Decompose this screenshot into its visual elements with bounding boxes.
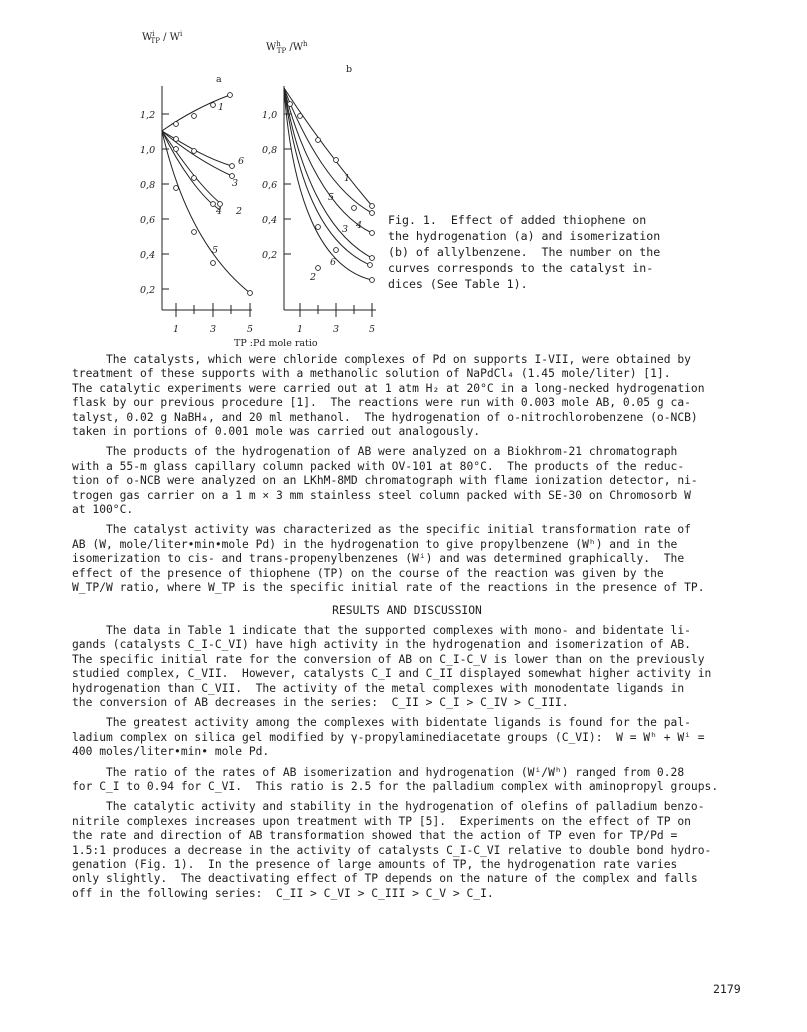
svg-text:0,8: 0,8 <box>140 180 156 191</box>
svg-text:0,6: 0,6 <box>262 180 278 191</box>
svg-text:0,4: 0,4 <box>140 250 156 261</box>
panel-a-curve-2 <box>162 131 220 210</box>
svg-text:3: 3 <box>333 324 340 335</box>
section-heading: RESULTS AND DISCUSSION <box>332 603 482 617</box>
paragraph-catalysts: The catalysts, which were chloride complexes of Pd on supports I-VII, were obtained by treatment of these supports with a methanolic solution of NaPdCl₄ (1.45 mole/liter) [1]. The catalytic experiments were carried out at 1 atm H₂ at 20°C in a long-necked hydrogenation flask by our previous procedure [1]. The reactions were run with 0.003 mole AB, 0.05 g ca- talyst, 0.02 g NaBH₄, and 20 ml methanol. The hydrogenation of o-nitrochlorobenzene (o-NCB) taken in portions of 0.001 mole was carried out analogously. <box>72 353 705 439</box>
svg-text:0,2: 0,2 <box>140 285 156 296</box>
svg-text:6: 6 <box>238 156 245 167</box>
svg-text:WiTP / Wi: $W^i$ TP / $W^i$ <box>142 30 183 45</box>
svg-text:1: 1 <box>173 324 180 335</box>
figure-plot <box>120 18 410 349</box>
panel-b-curve-2 <box>284 88 372 280</box>
paragraph-ratio: The ratio of the rates of AB isomerization and hydrogenation (Wⁱ/Wʰ) ranged from 0.28 for C_I to 0.94 for C_VI. This ratio is 2.5 for the palladium complex with aminopropyl groups. <box>72 765 719 793</box>
paragraph-table-data: The data in Table 1 indicate that the supported complexes with mono- and bidentate li- gands (catalysts C_I-C_VI) have high activity in the hydrogenation and isomerization of AB. The specific initial rate for the conversion of AB on C_I-C_V is lower than on the previously studied complex, C_VII. However, catalysts C_I and C_II displayed somewhat higher activity in hydrogenation than C_VII. The activity of the metal complexes with monodentate ligands in the conversion of AB decreases in the series: C_II > C_I > C_IV > C_III. <box>72 623 712 709</box>
panel-b-curve-4 <box>284 88 372 258</box>
page-number: 2179 <box>713 982 741 996</box>
panel-a-curve-1 <box>162 95 230 131</box>
svg-text:0,2: 0,2 <box>262 250 278 261</box>
svg-text:0,8: 0,8 <box>262 145 278 156</box>
caption-line: the hydrogenation (a) and isomerization <box>388 229 661 243</box>
svg-text:0,4: 0,4 <box>262 215 278 226</box>
svg-text:a: a <box>216 74 222 85</box>
paragraph-bidentate: The greatest activity among the complexes with bidentate ligands is found for the pal- ladium complex on silica gel modified by γ-propylaminediacetate groups (C_VI): W = Wʰ + Wⁱ = 400 moles/liter•min• mole Pd. <box>72 716 705 759</box>
caption-line: Fig. 1. Effect of added thiophene on <box>388 213 647 227</box>
figure-caption <box>388 212 688 292</box>
svg-text:0,6: 0,6 <box>140 215 156 226</box>
svg-text:5: 5 <box>369 324 376 335</box>
svg-text:1,0: 1,0 <box>140 145 156 156</box>
svg-text:2: 2 <box>310 272 317 283</box>
caption-line: dices (See Table 1). <box>388 277 528 291</box>
figure-1 <box>120 18 410 349</box>
svg-text:3: 3 <box>232 178 239 189</box>
svg-text:4: 4 <box>356 220 363 231</box>
svg-text:5: 5 <box>328 192 335 203</box>
svg-text:1,2: 1,2 <box>140 110 156 121</box>
svg-text:5: 5 <box>212 245 219 256</box>
svg-text:2: 2 <box>236 206 243 217</box>
svg-text:1: 1 <box>297 324 304 335</box>
paragraph-activity: The catalyst activity was characterized as the specific initial transformation rate of AB (W, mole/liter•min•mole Pd) in the hydrogenation to give propylbenzene (Wʰ) and in the isomerization to cis- and trans-propenylbenzenes (Wⁱ) and was determined graphically. The effect of the presence of thiophene (TP) on the course of the reaction was given by the W_TP/W ratio, where W_TP is the specific initial rate of the reactions in the presence of TP. <box>72 523 705 595</box>
svg-text:3: 3 <box>210 324 217 335</box>
svg-text:b: b <box>346 64 353 75</box>
svg-text:1,0: 1,0 <box>262 110 278 121</box>
panel-a-curve-4 <box>162 131 220 203</box>
caption-line: (b) of allylbenzene. The number on the <box>388 245 661 259</box>
body-text <box>72 353 742 907</box>
svg-text:1: 1 <box>218 102 225 113</box>
svg-text:6: 6 <box>330 257 337 268</box>
svg-text:1: 1 <box>344 173 351 184</box>
svg-text:5: 5 <box>247 324 254 335</box>
paragraph-thiophene: The catalytic activity and stability in the hydrogenation of olefins of palladium benzo- nitrile complexes increases upon treatment with TP [5]. Experiments on the effect of TP on the rate and direction of AB transformation showed that the action of TP even for TP/Pd = 1.5:1 produces a decrease in the activity of catalysts C_I-C_VI relative to double bond hydro- genation (Fig. 1). In the presence of large amounts of TP, the hydrogenation rate varies only slightly. The deactivating effect of TP depends on the nature of the complex and falls off in the following series: C_II > C_VI > C_III > C_V > C_I. <box>72 800 712 900</box>
svg-text:3: 3 <box>342 224 349 235</box>
svg-text:WhTP /Wh: $W^h$ TP $/W^h$ <box>266 40 308 55</box>
paragraph-analysis: The products of the hydrogenation of AB were analyzed on a Biokhrom-21 chromatograph with a 55-m glass capillary column packed with OV-101 at 80°C. The products of the reduc- tion of o-NCB were analyzed on an LKhM-8MD chromatograph with flame ionization detector, ni- trogen gas carrier on a 1 m × 3 mm stainless steel column packed with SE-30 on Chromosorb W at 100°C. <box>72 445 698 517</box>
panel-b-curve-3 <box>284 88 372 233</box>
caption-line: curves corresponds to the catalyst in- <box>388 261 654 275</box>
svg-text:TP :Pd mole ratio: TP :Pd mole ratio <box>234 338 318 349</box>
panel-a-curve-6 <box>162 131 232 166</box>
svg-text:4: 4 <box>216 206 223 217</box>
